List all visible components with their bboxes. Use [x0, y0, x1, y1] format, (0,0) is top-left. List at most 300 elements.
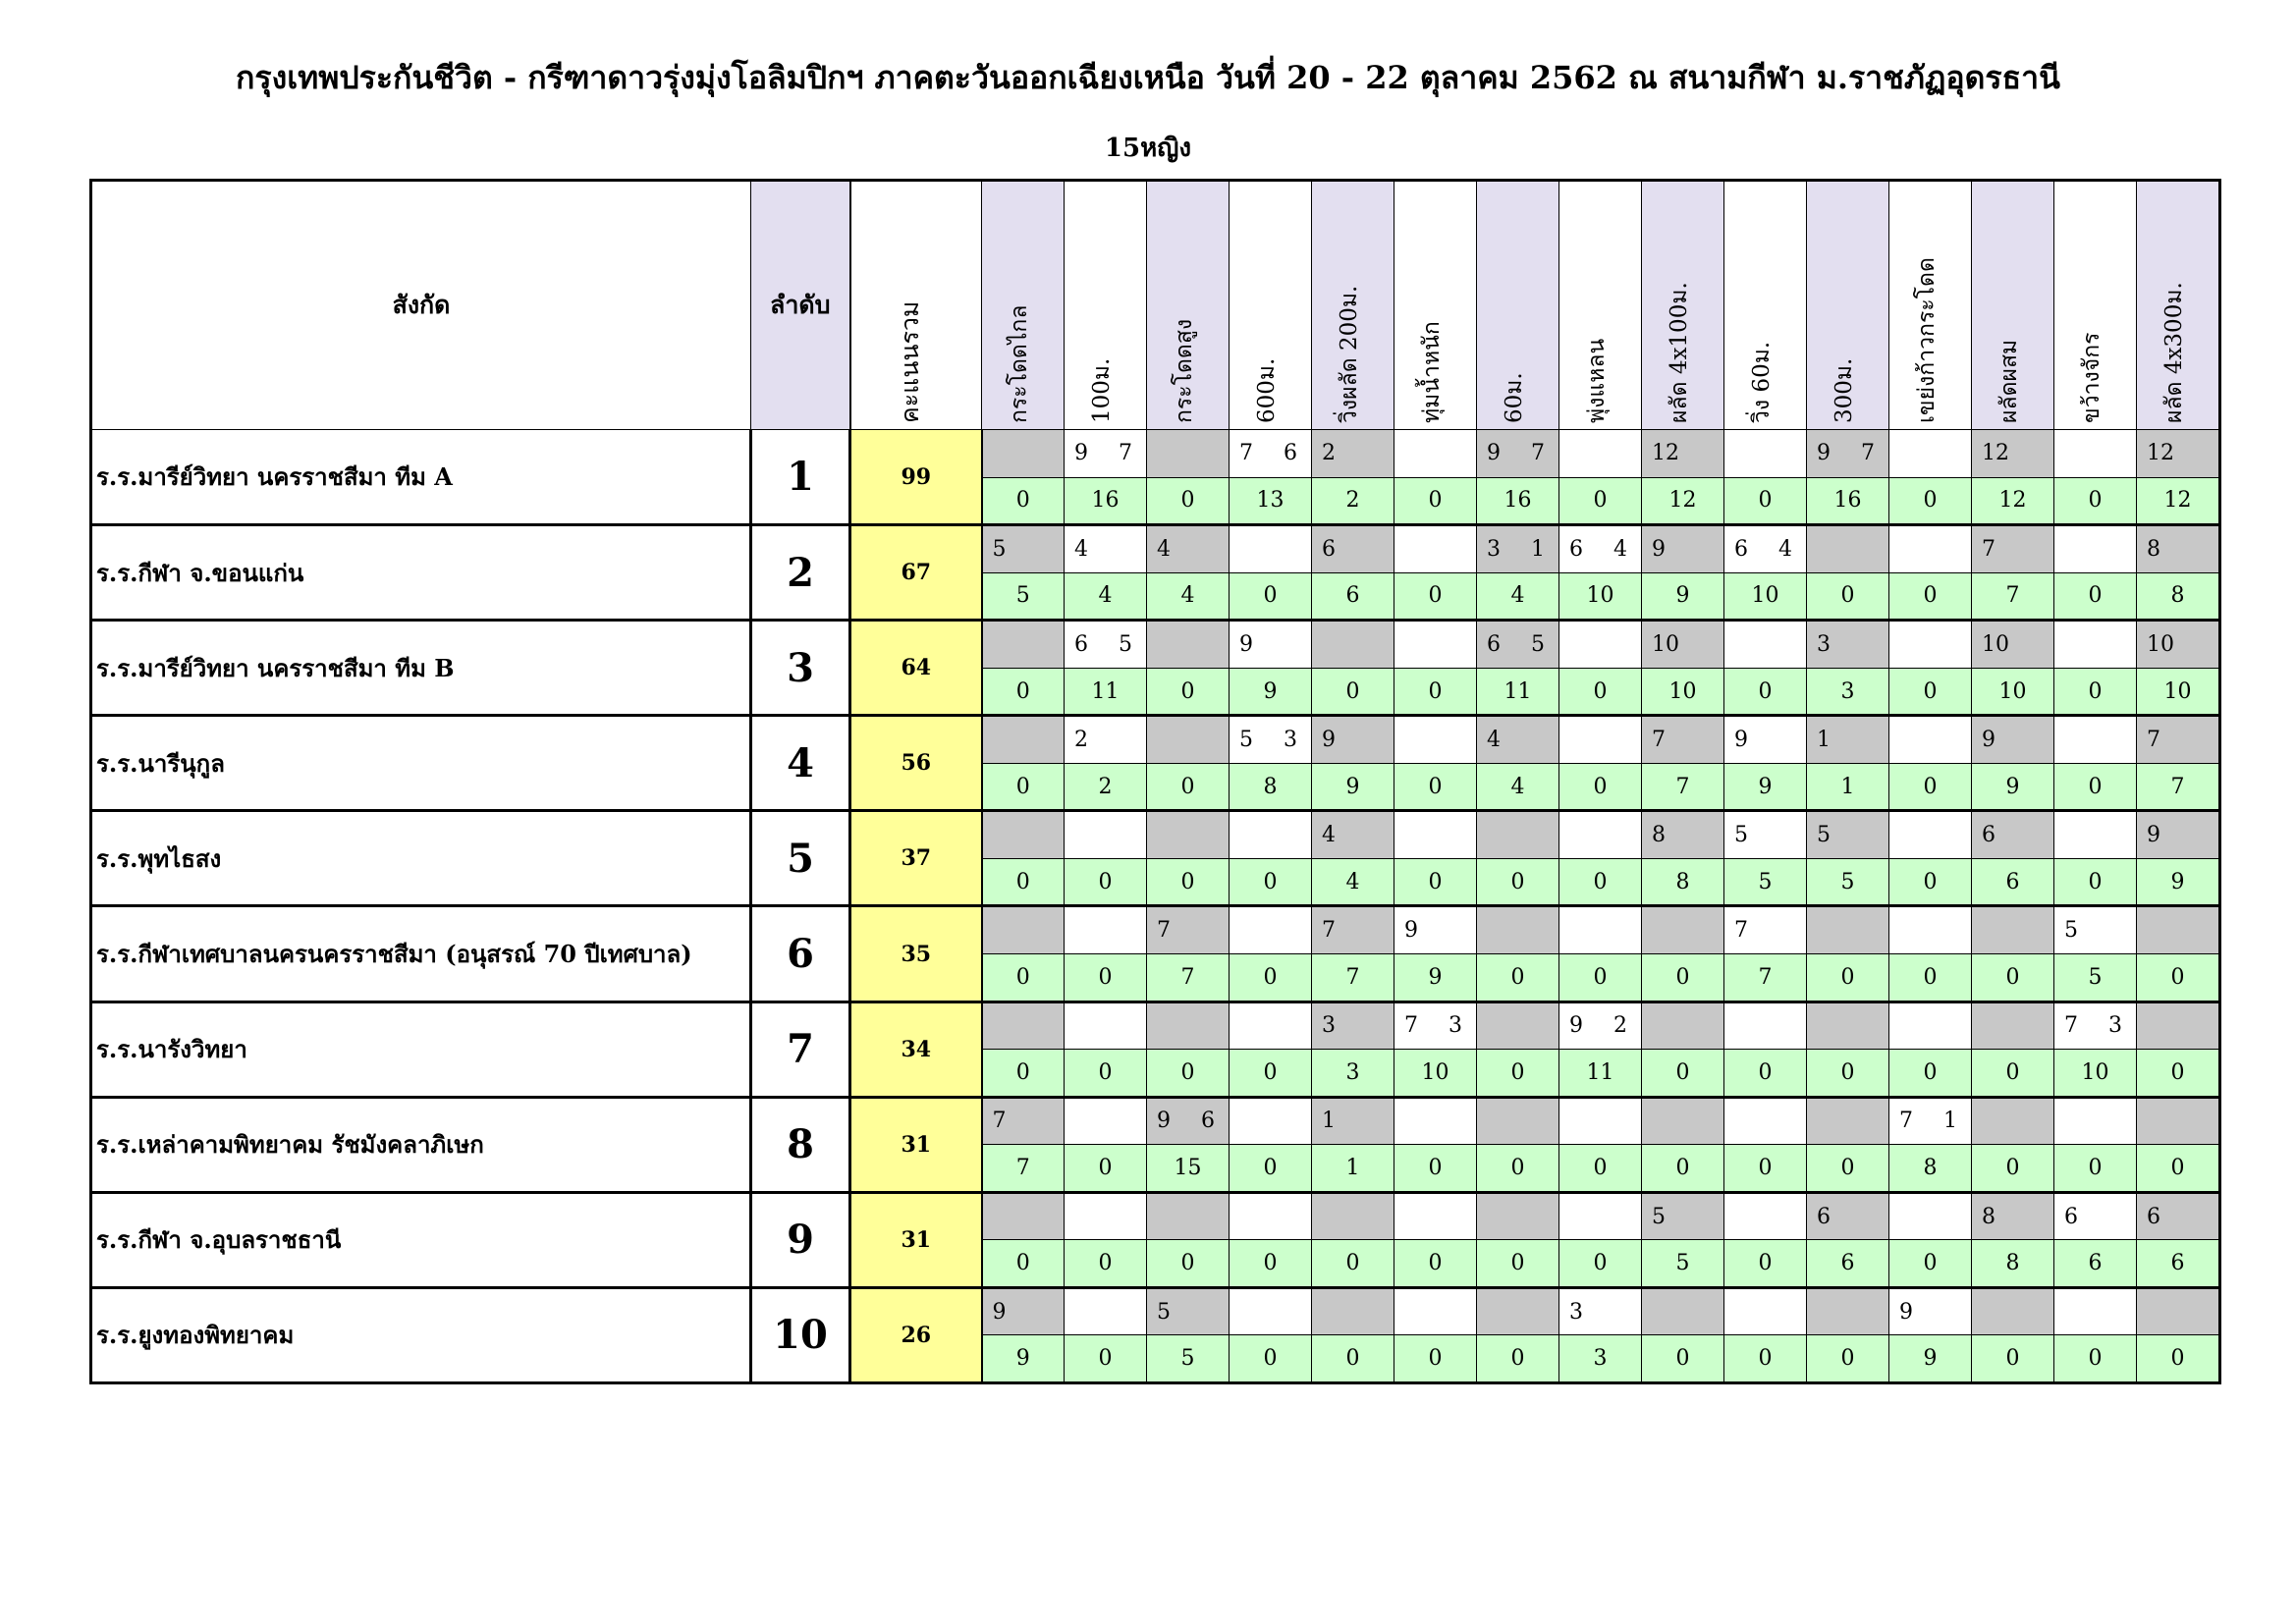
- placing-cell: [2054, 1001, 2137, 1050]
- placing-cell: [1147, 906, 1230, 954]
- points-cell: 0: [1477, 1145, 1559, 1193]
- header-event-label: 60ม.: [1501, 372, 1527, 423]
- placing-cell: [982, 1097, 1065, 1145]
- placing-cell: [1642, 430, 1724, 478]
- rank-cell: 9: [751, 1192, 850, 1287]
- placing-cell: [1972, 906, 2054, 954]
- placing-cell: [1230, 716, 1312, 764]
- rank-cell: 4: [751, 716, 850, 811]
- points-cell: 0: [1147, 668, 1230, 716]
- placing-value: 3: [1449, 1013, 1462, 1039]
- placing-value: 9: [1652, 536, 1666, 562]
- placing-cell: [1642, 1287, 1724, 1335]
- placing-cell: [1230, 525, 1312, 573]
- points-cell: 0: [1147, 1050, 1230, 1098]
- placing-value: 7: [1322, 918, 1336, 944]
- placing-cell: [1724, 716, 1807, 764]
- placing-cell: [1724, 811, 1807, 859]
- placing-cell: [982, 430, 1065, 478]
- placing-cell: [1972, 430, 2054, 478]
- placing-value: 7: [1404, 1013, 1418, 1039]
- table-row: [91, 716, 2220, 764]
- placing-cell: [1559, 716, 1642, 764]
- points-cell: 0: [2137, 1050, 2220, 1098]
- placing-cell: [1642, 1001, 1724, 1050]
- points-cell: 0: [982, 668, 1065, 716]
- points-cell: 8: [1972, 1240, 2054, 1288]
- placing-cell: [2054, 621, 2137, 669]
- placing-cell: [1312, 1001, 1394, 1050]
- placing-cell: [2137, 430, 2220, 478]
- placing-value: 4: [1074, 536, 1088, 562]
- placing-cell: [1065, 1001, 1147, 1050]
- header-event-label: ผลัดผสม: [1995, 339, 2022, 423]
- header-event: [1065, 181, 1147, 430]
- placing-value: 9: [1569, 1013, 1583, 1039]
- points-cell: 0: [1147, 477, 1230, 525]
- placing-cell: [1065, 525, 1147, 573]
- placing-value: 9: [1734, 728, 1748, 753]
- placing-cell: [1889, 1192, 1972, 1240]
- points-cell: 4: [1312, 858, 1394, 906]
- results-table: [89, 179, 2221, 1384]
- placing-cell: [1807, 621, 1889, 669]
- placing-value: 1: [1817, 728, 1831, 753]
- points-cell: 0: [1807, 572, 1889, 621]
- points-cell: 5: [982, 572, 1065, 621]
- placing-cell: [2054, 1192, 2137, 1240]
- placing-cell: [1477, 1287, 1559, 1335]
- placing-cell: [982, 525, 1065, 573]
- rank-cell: 6: [751, 906, 850, 1001]
- placing-cell: [1065, 716, 1147, 764]
- total-score: 31: [850, 1192, 982, 1287]
- points-cell: 10: [1559, 572, 1642, 621]
- table-row: [91, 430, 2220, 478]
- placing-cell: [1477, 525, 1559, 573]
- school-name: ร.ร.กีฬา จ.ขอนแก่น: [91, 525, 751, 621]
- points-cell: 0: [1889, 858, 1972, 906]
- placing-cell: [1230, 1192, 1312, 1240]
- header-event: [1889, 181, 1972, 430]
- placing-cell: [982, 1001, 1065, 1050]
- placing-cell: [2137, 906, 2220, 954]
- placing-cell: [1394, 430, 1477, 478]
- placing-value: 2: [1322, 441, 1336, 466]
- points-cell: 0: [2054, 1335, 2137, 1383]
- placing-cell: [2054, 430, 2137, 478]
- placing-value: 6: [2147, 1204, 2160, 1229]
- placing-cell: [982, 716, 1065, 764]
- header-event-label: 600ม.: [1253, 357, 1280, 423]
- points-cell: 5: [1724, 858, 1807, 906]
- points-cell: 0: [1559, 1145, 1642, 1193]
- points-cell: 0: [1724, 1240, 1807, 1288]
- points-cell: 0: [1807, 1050, 1889, 1098]
- points-cell: 0: [1642, 1145, 1724, 1193]
- placing-cell: [1394, 1287, 1477, 1335]
- placing-cell: [1889, 525, 1972, 573]
- header-total-label: คะแนนรวม: [895, 300, 924, 423]
- total-score: 64: [850, 621, 982, 716]
- placing-value: 3: [1487, 536, 1501, 562]
- points-cell: 0: [1724, 477, 1807, 525]
- header-event-label: เขย่งก้าวกระโดด: [1913, 257, 1940, 423]
- points-cell: 16: [1807, 477, 1889, 525]
- points-cell: 0: [1230, 572, 1312, 621]
- school-name: ร.ร.ยูงทองพิทยาคม: [91, 1287, 751, 1382]
- placing-value: 1: [1943, 1109, 1957, 1134]
- points-cell: 0: [1230, 858, 1312, 906]
- placing-cell: [2054, 1097, 2137, 1145]
- points-cell: 8: [1889, 1145, 1972, 1193]
- placing-value: 1: [1531, 536, 1545, 562]
- placing-value: 12: [1652, 441, 1679, 466]
- placing-cell: [2137, 1001, 2220, 1050]
- placing-value: 7: [1899, 1109, 1913, 1134]
- points-cell: 3: [1559, 1335, 1642, 1383]
- placing-cell: [1312, 525, 1394, 573]
- placing-cell: [1642, 1097, 1724, 1145]
- placing-value: 9: [1817, 441, 1831, 466]
- table-row: [91, 1001, 2220, 1050]
- placing-cell: [1972, 525, 2054, 573]
- placing-value: 6: [1569, 536, 1583, 562]
- points-cell: 16: [1065, 477, 1147, 525]
- placing-cell: [1312, 1192, 1394, 1240]
- total-score: 35: [850, 906, 982, 1001]
- school-name: ร.ร.พุทไธสง: [91, 811, 751, 906]
- placing-cell: [1559, 525, 1642, 573]
- placing-cell: [1477, 906, 1559, 954]
- points-cell: 6: [2054, 1240, 2137, 1288]
- placing-value: 5: [1157, 1299, 1171, 1325]
- points-cell: 0: [982, 954, 1065, 1002]
- placing-value: 8: [1652, 823, 1666, 848]
- placing-value: 7: [1119, 441, 1132, 466]
- placing-cell: [2054, 811, 2137, 859]
- placing-cell: [1642, 1192, 1724, 1240]
- points-cell: 4: [1065, 572, 1147, 621]
- points-cell: 0: [1394, 1335, 1477, 1383]
- placing-cell: [1559, 906, 1642, 954]
- placing-cell: [1972, 716, 2054, 764]
- placing-value: 9: [1404, 918, 1418, 944]
- points-cell: 0: [982, 763, 1065, 811]
- placing-cell: [1807, 811, 1889, 859]
- points-cell: 0: [1642, 954, 1724, 1002]
- placing-value: 5: [1239, 728, 1253, 753]
- placing-cell: [1889, 811, 1972, 859]
- header-event-label: ทุ่มน้ำหนัก: [1418, 321, 1445, 423]
- total-score: 31: [850, 1097, 982, 1192]
- placing-value: 12: [1982, 441, 2009, 466]
- placing-cell: [1394, 716, 1477, 764]
- points-cell: 0: [1394, 668, 1477, 716]
- placing-value: 6: [2064, 1204, 2078, 1229]
- points-cell: 6: [1807, 1240, 1889, 1288]
- placing-cell: [1972, 1001, 2054, 1050]
- points-cell: 13: [1230, 477, 1312, 525]
- points-cell: 0: [2054, 668, 2137, 716]
- table-row: [91, 621, 2220, 669]
- placing-cell: [1394, 525, 1477, 573]
- points-cell: 7: [982, 1145, 1065, 1193]
- header-event: [1724, 181, 1807, 430]
- header-event: [1312, 181, 1394, 430]
- placing-value: 6: [1322, 536, 1336, 562]
- placing-cell: [2054, 716, 2137, 764]
- points-cell: 0: [982, 477, 1065, 525]
- placing-value: 6: [1284, 441, 1297, 466]
- header-event: [982, 181, 1065, 430]
- school-name: ร.ร.นารังวิทยา: [91, 1001, 751, 1097]
- placing-cell: [2137, 1097, 2220, 1145]
- points-cell: 0: [2054, 477, 2137, 525]
- points-cell: 10: [2137, 668, 2220, 716]
- points-cell: 10: [1642, 668, 1724, 716]
- points-cell: 2: [1065, 763, 1147, 811]
- placing-value: 9: [1899, 1299, 1913, 1325]
- placing-cell: [2054, 1287, 2137, 1335]
- points-cell: 0: [1477, 954, 1559, 1002]
- points-cell: 0: [1889, 477, 1972, 525]
- points-cell: 5: [1807, 858, 1889, 906]
- points-cell: 0: [1972, 1050, 2054, 1098]
- placing-cell: [1559, 1192, 1642, 1240]
- placing-cell: [1147, 716, 1230, 764]
- placing-cell: [1065, 621, 1147, 669]
- header-event: [1394, 181, 1477, 430]
- header-event-label: ผลัด 4x300ม.: [2160, 282, 2187, 423]
- points-cell: 0: [1559, 668, 1642, 716]
- placing-cell: [1724, 1097, 1807, 1145]
- placing-cell: [1147, 525, 1230, 573]
- points-cell: 8: [1230, 763, 1312, 811]
- points-cell: 11: [1559, 1050, 1642, 1098]
- points-cell: 4: [1477, 572, 1559, 621]
- placing-cell: [2137, 716, 2220, 764]
- school-name: ร.ร.มารีย์วิทยา นครราชสีมา ทีม B: [91, 621, 751, 716]
- points-cell: 7: [1312, 954, 1394, 1002]
- placing-value: 1: [1322, 1109, 1336, 1134]
- points-cell: 0: [1889, 572, 1972, 621]
- points-cell: 6: [1972, 858, 2054, 906]
- placing-cell: [982, 621, 1065, 669]
- points-cell: 3: [1312, 1050, 1394, 1098]
- placing-cell: [1807, 716, 1889, 764]
- placing-value: 3: [2108, 1013, 2122, 1039]
- placing-value: 9: [1982, 728, 1995, 753]
- school-name: ร.ร.กีฬาเทศบาลนครนครราชสีมา (อนุสรณ์ 70 ปีเทศบาล): [91, 906, 751, 1001]
- placing-cell: [1312, 621, 1394, 669]
- placing-value: 4: [1157, 536, 1171, 562]
- placing-cell: [1312, 811, 1394, 859]
- placing-cell: [1230, 811, 1312, 859]
- placing-cell: [1724, 906, 1807, 954]
- points-cell: 5: [2054, 954, 2137, 1002]
- placing-cell: [1147, 621, 1230, 669]
- header-total: [850, 181, 982, 430]
- placing-cell: [1477, 1097, 1559, 1145]
- points-cell: 7: [1724, 954, 1807, 1002]
- placing-cell: [1559, 1001, 1642, 1050]
- table-row: [91, 1287, 2220, 1335]
- points-cell: 0: [1724, 1145, 1807, 1193]
- table-row: [91, 906, 2220, 954]
- points-cell: 0: [1065, 1240, 1147, 1288]
- points-cell: 0: [1889, 954, 1972, 1002]
- points-cell: 7: [2137, 763, 2220, 811]
- total-score: 56: [850, 716, 982, 811]
- points-cell: 0: [1147, 763, 1230, 811]
- points-cell: 3: [1807, 668, 1889, 716]
- points-cell: 0: [1065, 1335, 1147, 1383]
- placing-cell: [1724, 1192, 1807, 1240]
- points-cell: 0: [982, 1240, 1065, 1288]
- placing-cell: [1807, 1192, 1889, 1240]
- total-score: 99: [850, 430, 982, 525]
- placing-cell: [1065, 1287, 1147, 1335]
- points-cell: 0: [1394, 763, 1477, 811]
- placing-cell: [2137, 1192, 2220, 1240]
- school-name: ร.ร.กีฬา จ.อุบลราชธานี: [91, 1192, 751, 1287]
- points-cell: 10: [1394, 1050, 1477, 1098]
- placing-cell: [1230, 621, 1312, 669]
- points-cell: 4: [1477, 763, 1559, 811]
- placing-value: 7: [2064, 1013, 2078, 1039]
- placing-cell: [1477, 621, 1559, 669]
- header-event: [2137, 181, 2220, 430]
- placing-value: 4: [1613, 536, 1627, 562]
- points-cell: 9: [1394, 954, 1477, 1002]
- placing-cell: [1724, 621, 1807, 669]
- placing-cell: [1394, 621, 1477, 669]
- points-cell: 1: [1807, 763, 1889, 811]
- placing-value: 5: [1817, 823, 1831, 848]
- points-cell: 11: [1065, 668, 1147, 716]
- placing-cell: [1724, 525, 1807, 573]
- placing-value: 5: [992, 536, 1007, 562]
- placing-cell: [1312, 716, 1394, 764]
- points-cell: 9: [982, 1335, 1065, 1383]
- placing-value: 4: [1487, 728, 1501, 753]
- placing-cell: [1477, 1192, 1559, 1240]
- placing-cell: [1147, 1001, 1230, 1050]
- placing-cell: [1724, 1001, 1807, 1050]
- points-cell: 0: [1559, 858, 1642, 906]
- rank-cell: 1: [751, 430, 850, 525]
- placing-value: 3: [1569, 1299, 1583, 1325]
- points-cell: 9: [1889, 1335, 1972, 1383]
- table-row: [91, 811, 2220, 859]
- placing-value: 9: [1322, 728, 1336, 753]
- placing-value: 7: [1734, 918, 1748, 944]
- placing-cell: [1147, 1192, 1230, 1240]
- placing-cell: [1807, 1097, 1889, 1145]
- placing-cell: [1477, 430, 1559, 478]
- placing-cell: [1889, 1287, 1972, 1335]
- school-name: ร.ร.นารีนุกูล: [91, 716, 751, 811]
- placing-cell: [1065, 430, 1147, 478]
- header-event: [1147, 181, 1230, 430]
- points-cell: 4: [1147, 572, 1230, 621]
- placing-value: 8: [2147, 536, 2160, 562]
- points-cell: 0: [1477, 1335, 1559, 1383]
- points-cell: 8: [1642, 858, 1724, 906]
- placing-value: 7: [1652, 728, 1666, 753]
- header-event-label: กระโดดสูง: [1171, 318, 1197, 423]
- header-event: [1642, 181, 1724, 430]
- header-event: [1807, 181, 1889, 430]
- points-cell: 0: [1065, 1050, 1147, 1098]
- placing-cell: [1559, 621, 1642, 669]
- placing-cell: [1889, 621, 1972, 669]
- placing-cell: [1147, 1097, 1230, 1145]
- points-cell: 0: [2137, 954, 2220, 1002]
- points-cell: 10: [1972, 668, 2054, 716]
- points-cell: 0: [1230, 1050, 1312, 1098]
- placing-cell: [1477, 716, 1559, 764]
- placing-cell: [1230, 906, 1312, 954]
- points-cell: 9: [1724, 763, 1807, 811]
- placing-value: 7: [1239, 441, 1253, 466]
- placing-cell: [982, 1192, 1065, 1240]
- points-cell: 0: [2054, 572, 2137, 621]
- placing-value: 4: [1322, 823, 1336, 848]
- placing-cell: [1312, 430, 1394, 478]
- header-school: สังกัด: [91, 181, 751, 430]
- placing-value: 6: [1487, 631, 1501, 657]
- header-rank: ลำดับ: [751, 181, 850, 430]
- points-cell: 0: [2137, 1335, 2220, 1383]
- placing-value: 7: [1157, 918, 1171, 944]
- placing-cell: [1889, 1097, 1972, 1145]
- placing-cell: [1807, 906, 1889, 954]
- header-event-label: 300ม.: [1831, 357, 1857, 423]
- placing-value: 7: [2147, 728, 2160, 753]
- points-cell: 0: [1807, 1335, 1889, 1383]
- header-event-label: พุ่งแหลน: [1583, 338, 1610, 423]
- points-cell: 0: [1394, 572, 1477, 621]
- placing-cell: [1230, 1001, 1312, 1050]
- rank-cell: 10: [751, 1287, 850, 1382]
- placing-value: 5: [1119, 631, 1132, 657]
- placing-value: 4: [1778, 536, 1792, 562]
- placing-cell: [1559, 1287, 1642, 1335]
- placing-cell: [1807, 525, 1889, 573]
- points-cell: 0: [1477, 1050, 1559, 1098]
- placing-cell: [1642, 811, 1724, 859]
- placing-cell: [1972, 1192, 2054, 1240]
- placing-value: 6: [1982, 823, 1995, 848]
- points-cell: 0: [1394, 1240, 1477, 1288]
- placing-cell: [2137, 811, 2220, 859]
- placing-cell: [1642, 716, 1724, 764]
- placing-value: 6: [1201, 1109, 1215, 1134]
- placing-value: 9: [1074, 441, 1088, 466]
- points-cell: 0: [2054, 858, 2137, 906]
- points-cell: 5: [1642, 1240, 1724, 1288]
- points-cell: 9: [1230, 668, 1312, 716]
- placing-cell: [982, 906, 1065, 954]
- page-subtitle: 15หญิง: [1104, 134, 1192, 163]
- points-cell: 0: [1147, 858, 1230, 906]
- placing-cell: [1559, 430, 1642, 478]
- page-title: กรุงเทพประกันชีวิต - กรีฑาดาวรุ่งมุ่งโอลิมปิกฯ ภาคตะวันออกเฉียงเหนือ วันที่ 20 - 22 ตุลาคม 2562 ณ สนามกีฬา ม.ราชภัฏอุดรธานี: [236, 59, 2060, 96]
- placing-cell: [1889, 430, 1972, 478]
- header-event: [1477, 181, 1559, 430]
